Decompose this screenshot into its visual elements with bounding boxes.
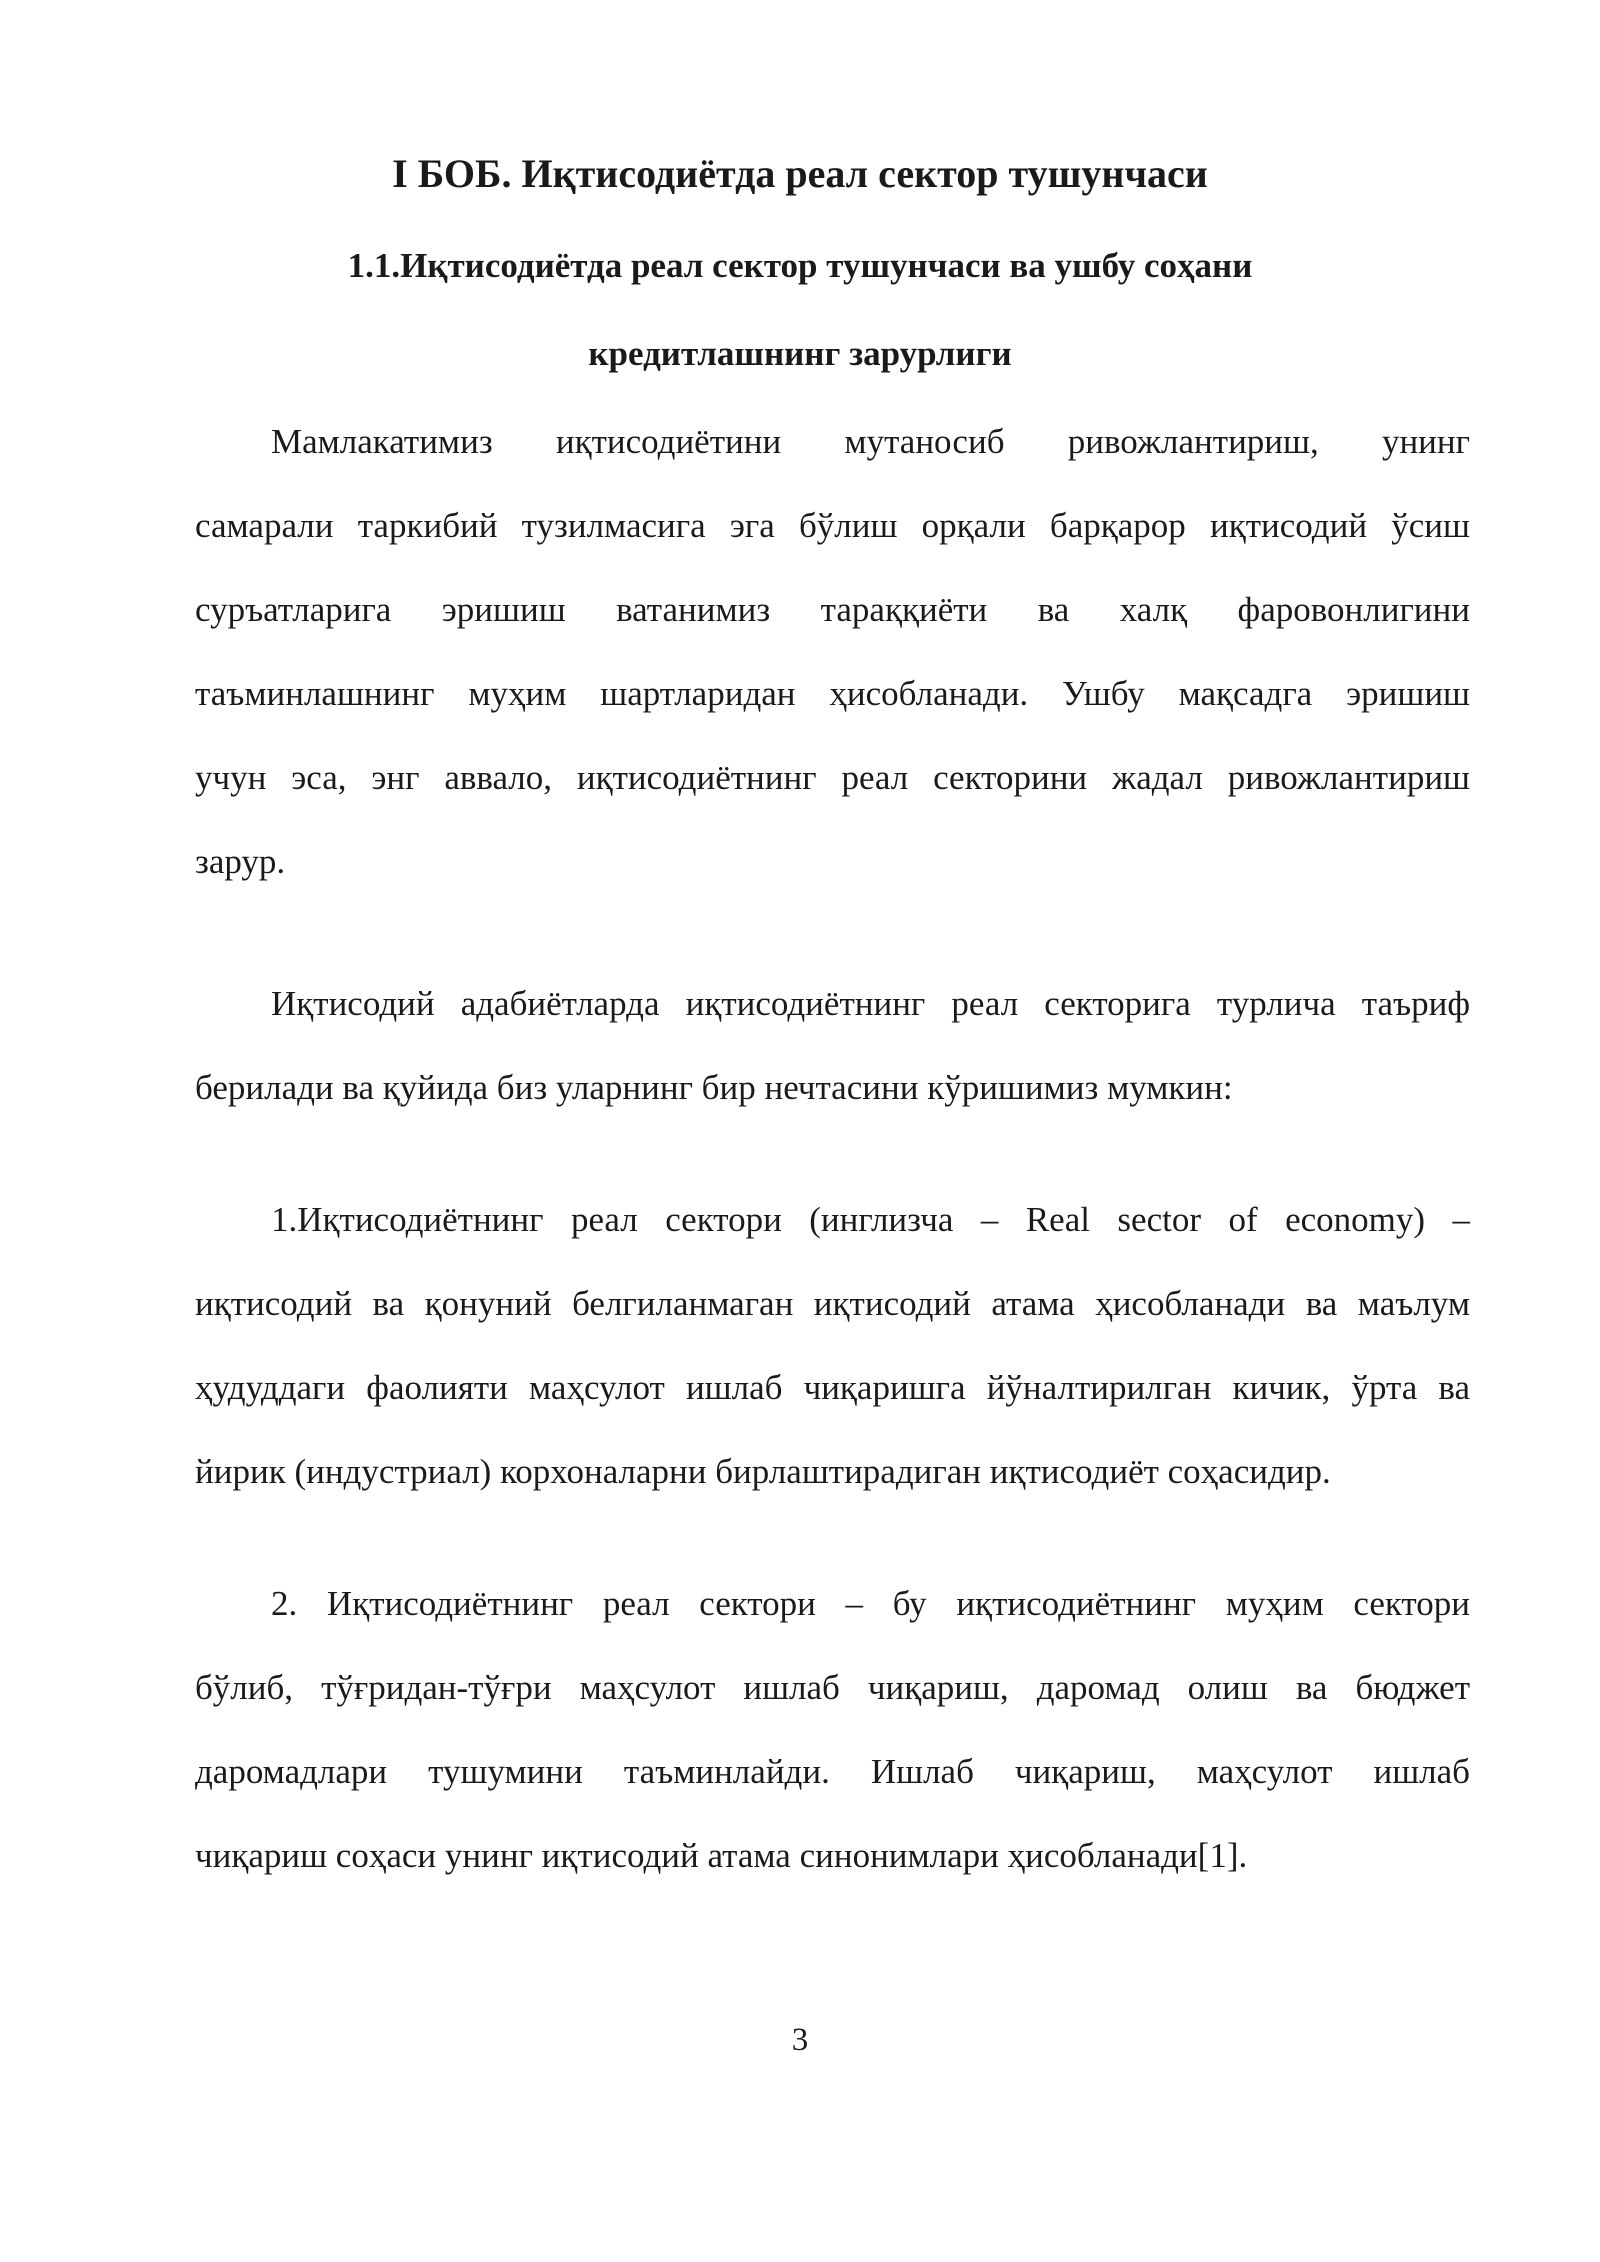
paragraph-3 [195,1178,1470,1514]
section-title-line-1: 1.1.Иқтисодиётда реал сектор тушунчаси ва ушбу соҳани [347,246,1253,285]
paragraph-line: Иқтисодий адабиётларда иқтисодиётнинг реал секторига турлича таъриф [271,984,1470,1023]
paragraph-line: таъминлашнинг муҳим шартларидан ҳисобланади. Ушбу мақсадга эришиш [195,674,1470,713]
section-title [190,222,1410,398]
paragraph-line: даромадлари тушумини таъминлайди. Ишлаб чиқариш, маҳсулот ишлаб [195,1752,1470,1791]
paragraph-line: бўлиб, тўғридан-тўғри маҳсулот ишлаб чиқариш, даромад олиш ва бюджет [195,1668,1470,1707]
paragraph-line: суръатларига эришиш ватанимиз тараққиёти ва халқ фаровонлигини [195,590,1470,629]
paragraph-line: берилади ва қуйида биз уларнинг бир нечтасини кўришимиз мумкин: [195,1068,1233,1107]
paragraph-1 [195,400,1470,904]
paragraph-line: чиқариш соҳаси унинг иқтисодий атама синонимлари ҳисобланади[1]. [195,1836,1248,1875]
paragraph-4 [195,1562,1470,1898]
paragraph-line: самарали таркибий тузилмасига эга бўлиш орқали барқарор иқтисодий ўсиш [195,506,1470,545]
paragraph-line: ҳудуддаги фаолияти маҳсулот ишлаб чиқаришга йўналтирилган кичик, ўрта ва [195,1368,1470,1407]
paragraph-line: 2. Иқтисодиётнинг реал сектори – бу иқтисодиётнинг муҳим сектори [271,1584,1470,1623]
paragraph-line: йирик (индустриал) корхоналарни бирлаштирадиган иқтисодиёт соҳасидир. [195,1452,1331,1491]
chapter-title: I БОБ. Иқтисодиётда реал сектор тушунчаси [392,151,1208,196]
paragraph-line: иқтисодий ва қонуний белгиланмаган иқтисодий атама ҳисобланади ва маълум [195,1284,1470,1323]
section-title-line-2: кредитлашнинг зарурлиги [588,334,1012,373]
page-number: 3 [791,2022,809,2058]
paragraph-line: Мамлакатимиз иқтисодиётини мутаносиб ривожлантириш, унинг [271,422,1470,461]
paragraph-line: 1.Иқтисодиётнинг реал сектори (инглизча – Real sector of economy) – [271,1200,1470,1239]
paragraph-2 [195,962,1470,1130]
paragraph-line: зарур. [195,842,286,881]
paragraph-line: учун эса, энг аввало, иқтисодиётнинг реал секторини жадал ривожлантириш [195,758,1470,797]
